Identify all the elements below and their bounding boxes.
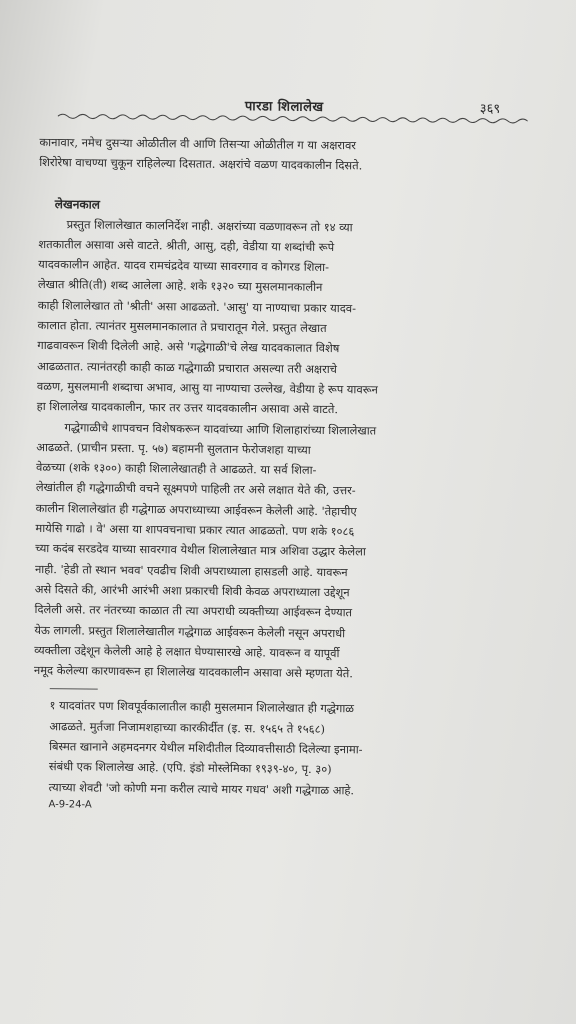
text-line: आढळते. मुर्तजा निजामशहाच्या कारकीर्दीत (इ. स. १५६५ ते १५६८) (49, 718, 326, 736)
text-line: कालात होता. त्यानंतर मुसलमानकालात ते प्रचारातून गेले. प्रस्तुत लेखात (37, 318, 327, 336)
printer-signature: A-9-24-A (48, 799, 92, 811)
text-line: कानावार, नमेच दुसऱ्या ओळीतील वी आणि तिसऱ्या ओळीतील ग या अक्षरावर (39, 134, 357, 153)
text-line: कालीन शिलालेखांत ही गद्धेगाळ अपराध्याच्या आईवरून केलेली आहे. 'तेहाचीए (35, 500, 357, 519)
text-line: हा शिलालेख यादवकालीन, फार तर उत्तर यादवकालीन असावा असे वाटते. (36, 399, 339, 417)
text-line: बिस्मत खानाने अहमदनगर येथील मशिदीतील दिव्यावत्तीसाठी दिलेल्या इनामा- (49, 739, 363, 757)
page-header (40, 92, 560, 121)
text-line: दिलेली असे. तर नंतरच्या काळात ती त्या अपराधी व्यक्तीच्या आईवरून देण्यात (34, 602, 353, 620)
text-line: नाही. 'हेडी तो स्थान भवव' एवढीच शिवी अपराध्याला हासडली आहे. यावरून (34, 561, 348, 579)
running-title: पारडा शिलालेख (244, 99, 324, 115)
text-line: आढळतात. त्यानंतरही काही काळ गद्धेगाळी प्रचारात असल्या तरी अक्षराचे (37, 358, 338, 376)
intro-paragraph (39, 132, 559, 178)
footnote (33, 695, 554, 802)
text-line: संबंधी एक शिलालेख आहे. (एपि. इंडो मोस्लेमिका १९३९-४०, पृ. ३०) (48, 759, 332, 777)
paragraph-curse (34, 417, 557, 686)
text-line: लेखात श्रीति(ती) शब्द आलेला आहे. शके १३२० च्या मुसलमानकालीन (37, 277, 323, 295)
section-heading: लेखनकाल (54, 196, 100, 212)
text-line: वळण, मुसलमानी शब्दाचा अभाव, आसु या नाण्याचा उल्लेख, वेडीया हे रूप यावरून (36, 378, 378, 397)
page-number: ३६९ (479, 101, 501, 117)
text-line: यादवकालीन आहेत. यादव रामचंद्रदेव याच्या सावरगाव व कोगरड शिला- (38, 257, 330, 275)
text-line: गद्धेगाळीचे शापवचन विशेषकरून यादवांच्या आणि शिलाहारांच्या शिलालेखात (64, 419, 377, 438)
text-line: नमूद केलेल्या कारणावरून हा शिलालेख यादवकालीन असावा असे म्हणता येते. (33, 663, 354, 681)
text-line: असे दिसते की, आरंभी आरंभी अशा प्रकारची शिवी केवळ अपराध्याला उद्देशून (34, 581, 350, 600)
text-line: व्यक्तीला उद्देशून केलेली आहे हे लक्षात घेण्यासारखे आहे. यावरून व यापूर्वी (34, 642, 340, 660)
footnote-rule (50, 689, 98, 691)
wavy-header-rule (58, 112, 528, 125)
text-line: शिरोरेषा वाचण्या चुकून राहिलेल्या दिसतात. अक्षरांचे वळण यादवकालीन दिसते. (39, 155, 363, 173)
text-line: येऊ लागली. प्रस्तुत शिलालेखातील गद्धेगाळ आईवरून केलेली नसून अपराधी (34, 622, 346, 640)
text-line: त्याच्या शेवटी 'जो कोणी मना करील त्याचे मायर गधव' अशी गद्धेगाळ आहे. (48, 779, 355, 797)
text-block (32, 92, 559, 815)
text-line: काही शिलालेखात तो 'श्रीती' असा आढळतो. 'आसु' या नाण्याचा प्रकार यादव- (37, 297, 357, 316)
text-line: च्या कदंब सरडदेव याच्या सावरगाव येथील शिलालेखात मात्र अशिवा उद्धार केलेला (35, 541, 366, 559)
text-line: लेखांतील ही गद्धेगाळीची वचने सूक्ष्मपणे पाहिली तर असे लक्षात येते की, उत्तर- (35, 480, 356, 498)
text-line: १ यादवांतर पण शिवपूर्वकालातील काही मुसलमान शिलालेखात ही गद्धेगाळ (49, 698, 355, 716)
text-line: मायेसि गाढो । वे' असा या शापवचनाचा प्रकार त्यात आढळतो. पण शके १०८६ (35, 521, 355, 539)
paragraph-dating (37, 214, 559, 422)
text-line: प्रस्तुत शिलालेखात कालनिर्देश नाही. अक्षरांच्या वळणावरून तो १४ व्या (66, 216, 353, 234)
text-line: गाढवावरून शिवी दिलेली आहे. असे 'गद्धेगाळी'चे लेख यादवकालात विशेष (37, 338, 340, 356)
text-line: आढळते. (प्राचीन प्रस्ता. पृ. ५७) बहामनी सुलतान फेरोजशहा याच्या (36, 439, 311, 457)
text-line: वेळच्या (शके १३००) काही शिलालेखातही ते आढळते. या सर्व शिला- (35, 460, 317, 478)
text-line: शतकातील असावा असे वाटते. श्रीती, आसु, दही, वेडीया या शब्दांची रूपे (38, 236, 335, 254)
